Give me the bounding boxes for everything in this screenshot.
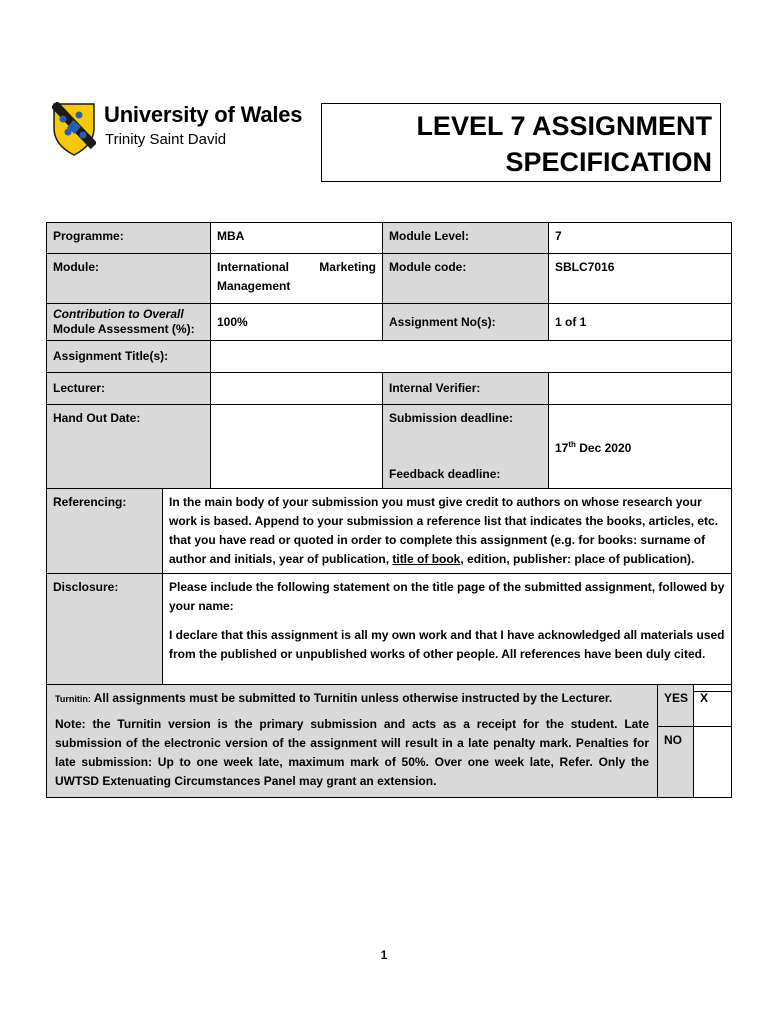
deadline-day: 17 [555,441,569,455]
disclosure-statement: I declare that this assignment is all my own work and that I have acknowledged all materials used from the published or unpublished works of other people. All references have been duly cited. [169,628,725,661]
referencing-underlined: title of book [392,552,461,566]
assignment-title-value [211,341,732,373]
contribution-label-line-1: Contribution to Overall [53,307,184,321]
assignment-title-label: Assignment Title(s): [47,341,211,373]
university-name: University of Wales [104,102,303,127]
yes-value: X [694,685,732,727]
table-row [47,304,732,341]
table-row [47,341,732,373]
programme-label: Programme: [47,223,211,254]
assignment-no-label: Assignment No(s): [383,304,549,341]
table-row [47,373,732,405]
module-level-value: 7 [549,223,732,254]
yes-label: YES [658,685,694,727]
internal-verifier-value [549,373,732,405]
turnitin-table [46,684,732,798]
disclosure-label: Disclosure: [47,574,163,692]
disclosure-instruction: Please include the following statement on the title page of the submitted assignment, followed by your name: [169,580,725,613]
hand-out-label: Hand Out Date: [47,405,211,489]
table-row [47,405,732,489]
page-number: 1 [380,948,388,962]
turnitin-info [47,685,658,798]
shield-icon [52,102,96,156]
module-code-label: Module code: [383,254,549,304]
referencing-text-part-2: , edition, publisher: place of publication). [460,552,695,566]
no-value [694,727,732,798]
submission-deadline-label: Submission deadline: [389,411,514,425]
contribution-label-line-2: Module Assessment (%): [53,322,195,336]
lecturer-value [211,373,383,405]
document-title [321,103,721,182]
module-code-value: SBLC7016 [549,254,732,304]
hand-out-value [211,405,383,489]
contribution-value: 100% [211,304,383,341]
deadline-month-year: Dec 2020 [575,441,632,455]
university-logo [52,102,322,158]
title-line-2: SPECIFICATION [505,147,712,177]
turnitin-main-text: All assignments must be submitted to Turnitin unless otherwise instructed by the Lecturer. [90,691,613,705]
programme-value: MBA [211,223,383,254]
title-line-1: LEVEL 7 ASSIGNMENT [416,111,712,141]
internal-verifier-label: Internal Verifier: [383,373,549,405]
table-row [47,574,732,692]
contribution-label [47,304,211,341]
deadline-suffix: th [568,440,576,449]
module-value: International Marketing Management [211,254,383,304]
table-row [47,685,732,727]
referencing-label: Referencing: [47,489,163,574]
deadline-labels [383,405,549,489]
campus-name: Trinity Saint David [105,131,227,148]
feedback-deadline-label: Feedback deadline: [389,467,501,481]
disclosure-text [163,574,732,692]
deadline-date [549,405,732,489]
lecturer-label: Lecturer: [47,373,211,405]
table-row [47,254,732,304]
assignment-spec-table [46,222,732,692]
referencing-text [163,489,732,574]
turnitin-small-label: Turnitin: [55,694,91,704]
module-level-label: Module Level: [383,223,549,254]
turnitin-note: Note: the Turnitin version is the primary submission and acts as a receipt for the student. Late submission of the electronic version of the assignment will result in a late penalty mark. Penalties for late submission: Up to one week late, maximum mark of 50%. Over one week late, Refer. Only the UWTSD Extenuating Circumstances Panel may grant an extension. [55,717,649,788]
table-row [47,223,732,254]
turnitin-line [55,689,649,709]
referencing-text-part-1: In the main body of your submission you must give credit to authors on whose research your work is based. Append to your submission a reference list that indicates the books, articles, etc. that you have read or quoted in order to complete this assignment (e.g. for books: surname of author and initials, year of publication, [169,495,719,566]
no-label: NO [658,727,694,798]
table-row [47,489,732,574]
assignment-no-value: 1 of 1 [549,304,732,341]
module-label: Module: [47,254,211,304]
